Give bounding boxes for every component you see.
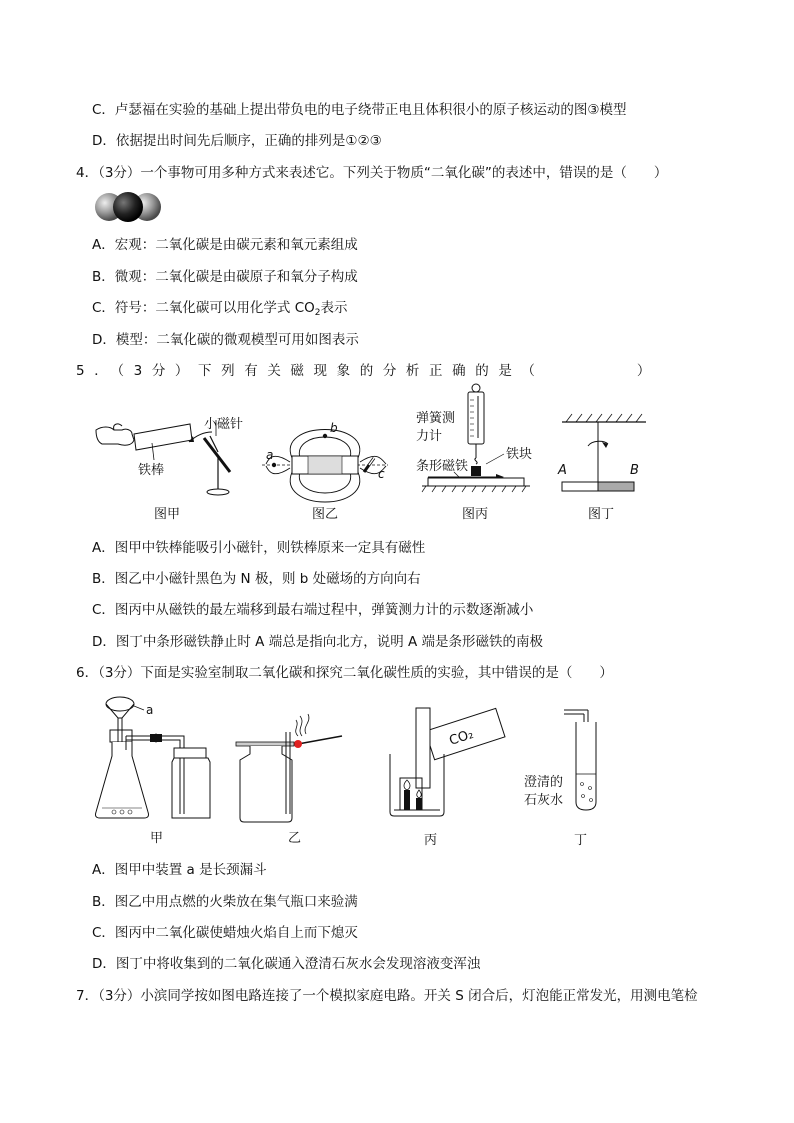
q4-option-c bbox=[92, 299, 348, 322]
q5-option-a: A．图甲中铁棒能吸引小磁针，则铁棒原来一定具有磁性 bbox=[92, 540, 426, 556]
q4-option-d: D．模型：二氧化碳的微观模型可用如图表示 bbox=[92, 332, 359, 348]
q6-bing-caption: 丙 bbox=[424, 833, 438, 848]
q5-ding-label-a: A bbox=[558, 463, 567, 478]
q5-bing-spring-label-2: 力计 bbox=[416, 429, 443, 444]
q6-figure-jia bbox=[92, 694, 222, 850]
q4-option-b: B．微观：二氧化碳是由碳原子和氧分子构成 bbox=[92, 269, 358, 285]
q5-yi-label-b: b bbox=[330, 421, 338, 435]
q5-option-c: C．图丙中从磁铁的最左端移到最右端过程中，弹簧测力计的示数逐渐减小 bbox=[92, 602, 534, 618]
q6-stem: 6．（3分）下面是实验室制取二氧化碳和探究二氧化碳性质的实验，其中错误的是（ ） bbox=[76, 665, 613, 681]
q6-figure-ding bbox=[522, 702, 632, 850]
q4-option-c-subscript: 2 bbox=[314, 308, 321, 318]
q5-yi-caption: 图乙 bbox=[312, 507, 339, 522]
q3-option-c: C．卢瑟福在实验的基础上提出带负电的电子绕带正电且体积很小的原子核运动的图③模型 bbox=[92, 102, 627, 118]
q5-stem: 5．（3分）下列有关磁现象的分析正确的是（ ） bbox=[76, 363, 661, 379]
q4-option-c-suffix: 表示 bbox=[320, 300, 348, 316]
q5-jia-rod-label: 铁棒 bbox=[138, 463, 165, 478]
q5-ding-caption: 图丁 bbox=[588, 507, 615, 522]
q5-figure-ding bbox=[556, 408, 656, 524]
q3-option-d: D．依据提出时间先后顺序，正确的排列是①②③ bbox=[92, 133, 382, 149]
q5-bing-block-label: 铁块 bbox=[506, 447, 533, 462]
q4-option-a: A．宏观：二氧化碳是由碳元素和氧元素组成 bbox=[92, 237, 358, 253]
q6-yi-caption: 乙 bbox=[288, 831, 302, 846]
q5-figure-bing bbox=[414, 382, 544, 524]
q6-option-d: D．图丁中将收集到的二氧化碳通入澄清石灰水会发现溶液变浑浊 bbox=[92, 956, 481, 972]
q6-figure-yi bbox=[232, 710, 342, 850]
q5-option-d: D．图丁中条形磁铁静止时 A 端总是指向北方，说明 A 端是条形磁铁的南极 bbox=[92, 634, 544, 650]
q6-jia-label-a: a bbox=[146, 703, 154, 717]
q6-jia-caption: 甲 bbox=[150, 831, 164, 846]
q6-option-b: B．图乙中用点燃的火柴放在集气瓶口来验满 bbox=[92, 894, 358, 910]
q5-figure-yi bbox=[262, 420, 392, 524]
q6-option-a: A．图甲中装置 a 是长颈漏斗 bbox=[92, 862, 267, 878]
q5-jia-needle-label: 小磁针 bbox=[204, 417, 244, 432]
q5-yi-label-a: a bbox=[266, 448, 274, 462]
co2-molecule-model-image bbox=[92, 190, 164, 224]
q6-ding-water-label-1: 澄清的 bbox=[524, 775, 564, 790]
q5-figure-jia bbox=[92, 412, 252, 524]
q5-jia-caption: 图甲 bbox=[154, 507, 181, 522]
q6-bing-gas-label: CO₂ bbox=[447, 726, 476, 749]
q5-option-b: B．图乙中小磁针黑色为 N 极，则 b 处磁场的方向向右 bbox=[92, 571, 421, 587]
q6-figure-bing bbox=[382, 698, 512, 850]
q4-option-c-text: C．符号：二氧化碳可以用化学式 CO bbox=[92, 300, 315, 316]
q5-bing-caption: 图丙 bbox=[462, 507, 489, 522]
q6-option-c: C．图丙中二氧化碳使蜡烛火焰自上而下熄灭 bbox=[92, 925, 358, 941]
q6-ding-water-label-2: 石灰水 bbox=[524, 793, 564, 808]
q4-stem: 4．（3分）一个事物可用多种方式来表述它。下列关于物质“二氧化碳”的表述中，错误的是（ ） bbox=[76, 165, 668, 181]
q5-bing-spring-label-1: 弹簧测 bbox=[416, 411, 456, 426]
q5-yi-label-c: c bbox=[378, 467, 385, 481]
q5-ding-label-b: B bbox=[630, 463, 639, 478]
q6-ding-caption: 丁 bbox=[574, 833, 588, 848]
q5-bing-magnet-label: 条形磁铁 bbox=[416, 459, 469, 474]
q7-stem: 7．（3分）小滨同学按如图电路连接了一个模拟家庭电路。开关 S 闭合后，灯泡能正常发光，用测电笔检 bbox=[76, 988, 698, 1004]
